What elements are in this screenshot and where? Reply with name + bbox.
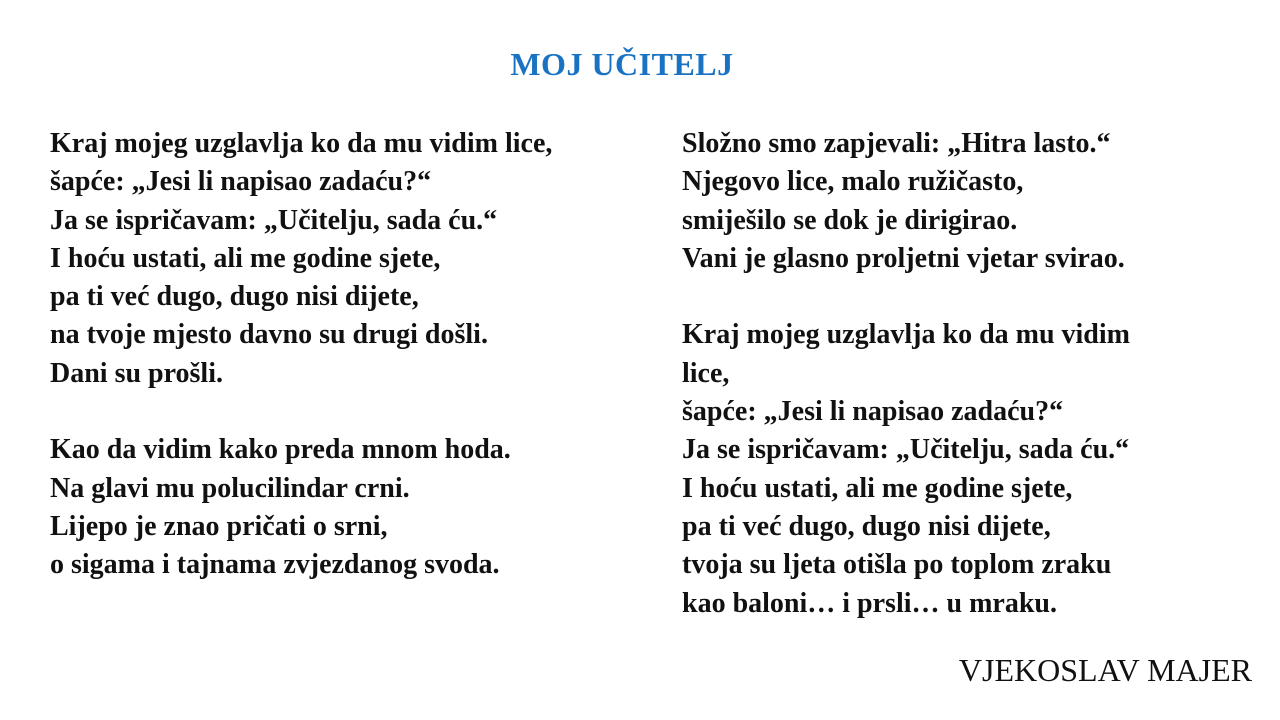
poem-line: Složno smo zapjevali: „Hitra lasto.“ [682,128,1111,159]
poem-line: Dani su prošli. [50,357,223,389]
poem-line: Na glavi mu polucilindar crni. [50,472,410,504]
stanza-4 [682,316,1202,622]
poem-line: pa ti već dugo, dugo nisi dijete, [682,510,1051,542]
poem-line: smiješilo se dok je dirigirao. [682,204,1018,236]
poem-line: Ja se ispričavam: „Učitelju, sada ću.“ [682,434,1130,466]
poem-line: Ja se ispričavam: „Učitelju, sada ću.“ [50,204,498,236]
poem-line: Vani je glasno proljetni vjetar svirao. [682,242,1125,274]
poem-line: šapće: „Jesi li napisao zadaću?“ [682,396,1064,428]
stanza-2 [50,431,650,584]
poem-title: MOJ UČITELJ [510,46,734,82]
poem-line: kao baloni… i prsli… u mraku. [682,587,1057,619]
poem-line: Kao da vidim kako preda mnom hoda. [50,434,511,466]
poem-column-right [682,125,1202,661]
poem-line: na tvoje mjesto davno su drugi došli. [50,319,488,351]
poem-line: pa ti već dugo, dugo nisi dijete, [50,281,419,313]
poem-line: lice, [682,357,730,389]
poem-line: Kraj mojeg uzglavlja ko da mu vidim lice, [50,128,553,159]
poem-line: Kraj mojeg uzglavlja ko da mu vidim [682,319,1130,351]
stanza-1 [50,125,650,393]
poem-line: I hoću ustati, ali me godine sjete, [50,242,441,274]
author-name: VJEKOSLAV MAJER [958,652,1252,688]
poem-line: Lijepo je znao pričati o srni, [50,510,388,542]
poem-line: I hoću ustati, ali me godine sjete, [682,472,1073,504]
poem-column-left [50,125,650,623]
poem-line: Njegovo lice, malo ružičasto, [682,166,1024,198]
stanza-3 [682,125,1202,278]
poem-line: tvoja su ljeta otišla po toplom zraku [682,549,1112,581]
poem-line: o sigama i tajnama zvjezdanog svoda. [50,549,500,581]
poem-line: šapće: „Jesi li napisao zadaću?“ [50,166,432,198]
